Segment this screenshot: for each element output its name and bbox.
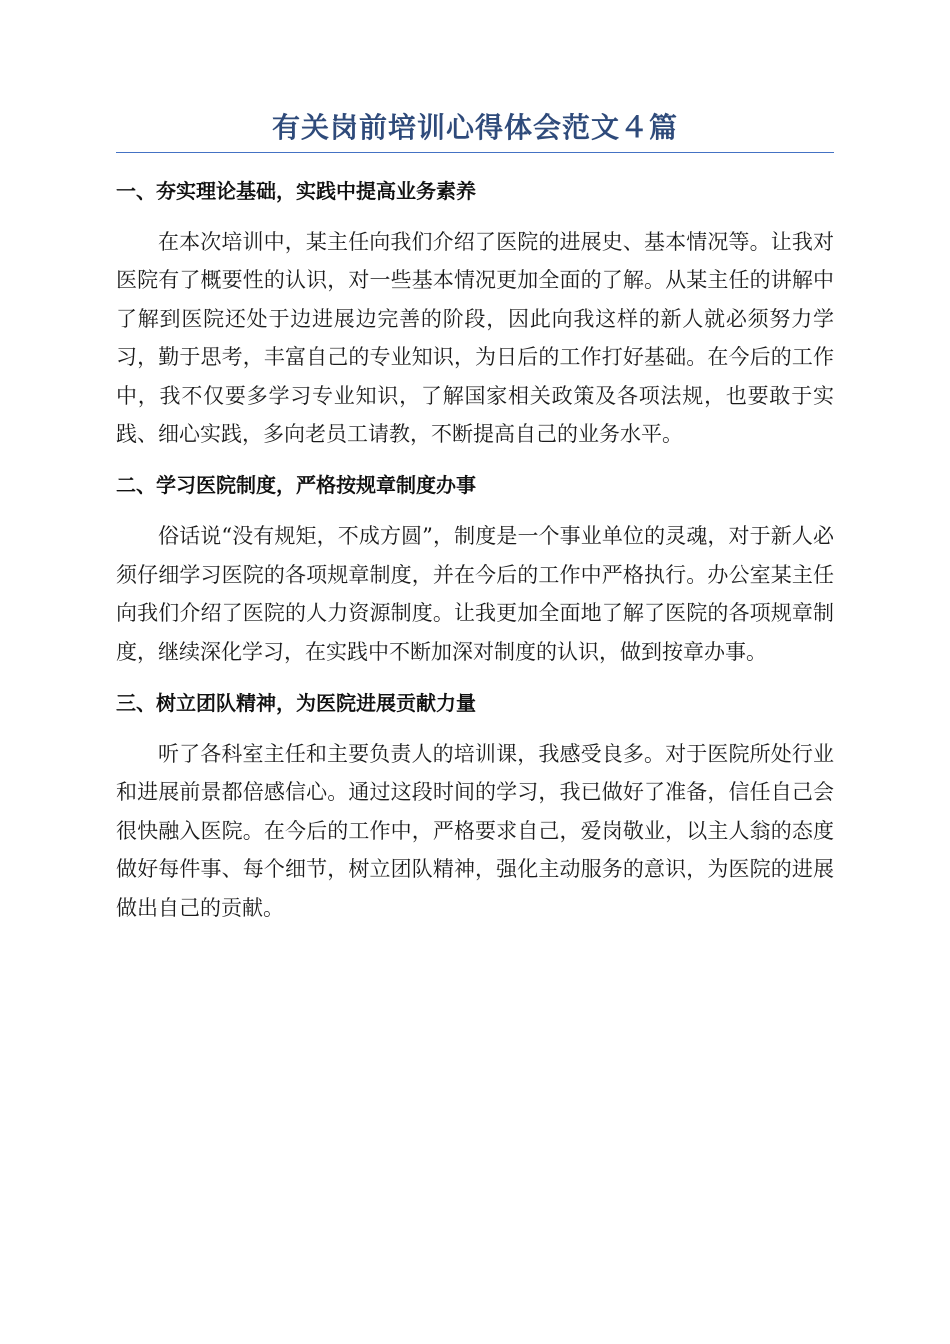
section-heading-3: 三、树立团队精神，为医院进展贡献力量: [116, 691, 476, 716]
section-heading-2: 二、学习医院制度，严格按规章制度办事: [116, 473, 476, 498]
section-paragraph-2: 俗话说“没有规矩，不成方圆”，制度是一个事业单位的灵魂，对于新人必须仔细学习医院的各项规章制度，并在今后的工作中严格执行。办公室某主任向我们介绍了医院的人力资源制度。让我更加全面地了解了医院的各项规章制度，继续深化学习，在实践中不断加深对制度的认识，做到按章办事。: [116, 524, 834, 664]
document-page: [116, 108, 834, 943]
title-underline: [116, 152, 834, 153]
section-paragraph-3: 听了各科室主任和主要负责人的培训课，我感受良多。对于医院所处行业和进展前景都倍感信心。通过这段时间的学习，我已做好了准备，信任自己会很快融入医院。在今后的工作中，严格要求自己，爱岗敬业，以主人翁的态度做好每件事、每个细节，树立团队精神，强化主动服务的意识，为医院的进展做出自己的贡献。: [116, 742, 834, 920]
section-heading-1: 一、夯实理论基础，实践中提高业务素养: [116, 179, 476, 203]
document-title: 有关岗前培训心得体会范文４篇: [271, 111, 678, 144]
section-paragraph-1: 在本次培训中，某主任向我们介绍了医院的进展史、基本情况等。让我对医院有了概要性的认识，对一些基本情况更加全面的了解。从某主任的讲解中了解到医院还处于边进展边完善的阶段，因此向我这样的新人就必须努力学习，勤于思考，丰富自己的专业知识，为日后的工作打好基础。在今后的工作中，我不仅要多学习专业知识，了解国家相关政策及各项法规，也要敢于实践、细心实践，多向老员工请教，不断提高自己的业务水平。: [116, 230, 834, 447]
